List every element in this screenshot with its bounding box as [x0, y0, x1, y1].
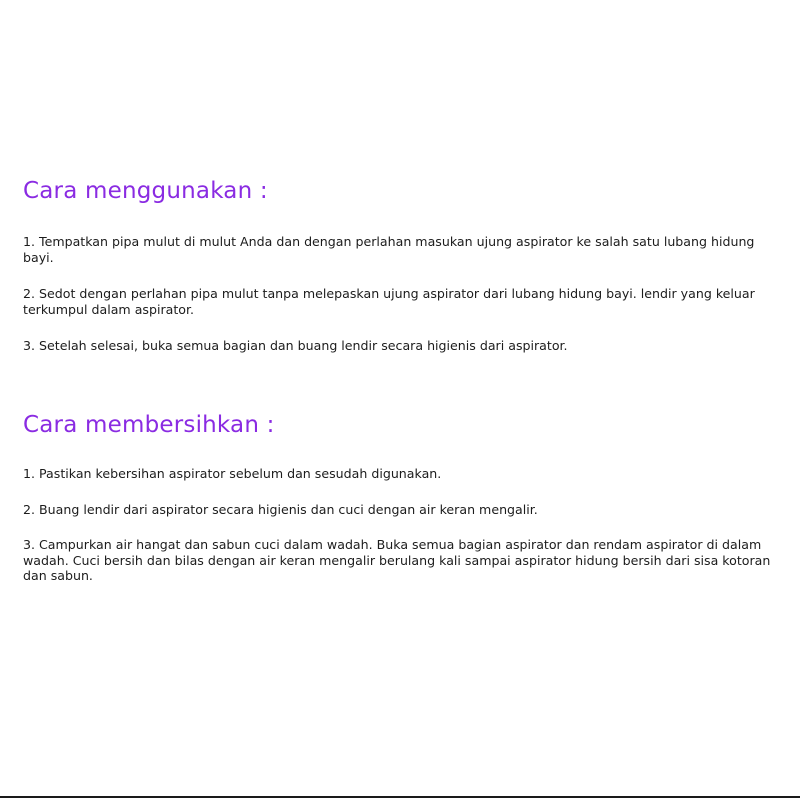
cleaning-heading: Cara membersihkan : [23, 412, 275, 438]
cleaning-step-2: 2. Buang lendir dari aspirator secara higienis dan cuci dengan air keran mengalir. [23, 501, 538, 517]
cleaning-step-3: 3. Campurkan air hangat dan sabun cuci dalam wadah. Buka semua bagian aspirator dan rendam aspirator di dalam wadah. Cuci bersih dan bilas dengan air keran mengalir berulang kali sampai aspirator hidung bersih dari sisa kotoran dan sabun. [23, 537, 771, 583]
usage-step-3: 3. Setelah selesai, buka semua bagian dan buang lendir secara higienis dari aspirator. [23, 338, 568, 353]
usage-section [23, 176, 775, 375]
cleaning-section [23, 410, 775, 604]
usage-step-1: 1. Tempatkan pipa mulut di mulut Anda dan dengan perlahan masukan ujung aspirator ke salah satu lubang hidung bayi. [23, 234, 755, 265]
usage-step-2: 2. Sedot dengan perlahan pipa mulut tanpa melepaskan ujung aspirator dari lubang hidung bayi. lendir yang keluar terkumpul dalam aspirator. [23, 286, 755, 317]
cleaning-steps [23, 466, 775, 584]
bottom-divider [0, 796, 800, 798]
cleaning-step-1: 1. Pastikan kebersihan aspirator sebelum dan sesudah digunakan. [23, 466, 442, 481]
usage-steps [23, 234, 775, 354]
usage-heading: Cara menggunakan : [23, 178, 268, 204]
